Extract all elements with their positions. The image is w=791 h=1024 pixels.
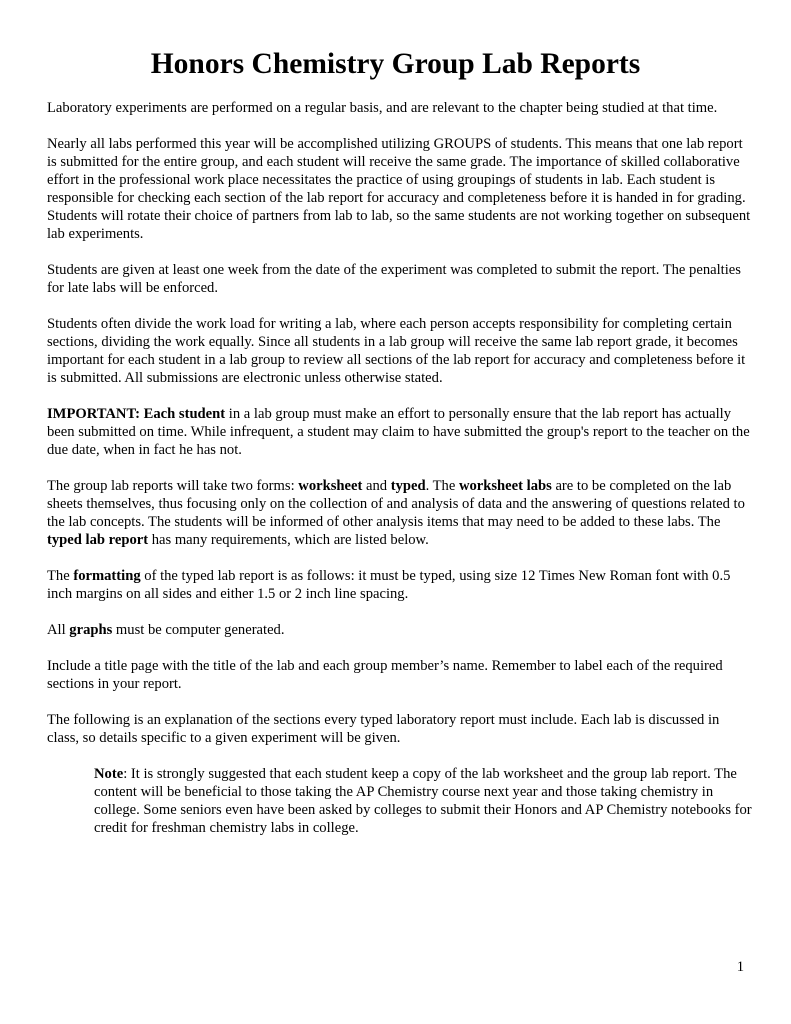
paragraph-important xyxy=(47,405,752,459)
graphs-bold: graphs xyxy=(69,622,113,638)
forms-text-1: The group lab reports will take two forms: xyxy=(47,478,299,494)
document-body xyxy=(47,99,752,855)
paragraph-intro: Laboratory experiments are performed on a regular basis, and are relevant to the chapter being studied at that time. xyxy=(47,100,718,116)
formatting-bold: formatting xyxy=(73,568,141,584)
page-title: Honors Chemistry Group Lab Reports xyxy=(150,48,641,80)
forms-bold-typed: typed xyxy=(390,478,426,494)
forms-text-3: . The xyxy=(425,478,459,494)
paragraph-title-page: Include a title page with the title of the lab and each group member’s name. Remember to label each of the required sections in your report. xyxy=(47,658,723,692)
paragraph-workload: Students often divide the work load for writing a lab, where each person accepts responsibility for completing certain sections, dividing the work equally. Since all students in a lab group will receive the same lab report grade, it becomes important for each student in a lab group to review all sections of the lab report for accuracy and completeness before it is submitted. All submissions are electronic unless otherwise stated. xyxy=(47,316,746,386)
paragraph-groups: Nearly all labs performed this year will be accomplished utilizing GROUPS of students. This means that one lab report is submitted for the entire group, and each student will receive the same grade. The importance of skilled collaborative effort in the professional work place necessitates the practice of using groupings of students in lab. Each student is responsible for checking each section of the lab report for accuracy and completeness before it is handed in for grading. Students will rotate their choice of partners from lab to lab, so the same students are not working together on subsequent lab experiments. xyxy=(47,136,751,242)
note-label: Note xyxy=(94,766,124,782)
forms-bold-worksheet-labs: worksheet labs xyxy=(458,478,552,494)
formatting-text-1: The xyxy=(47,568,74,584)
formatting-text-2: of the typed lab report is as follows: it must be typed, using size 12 Times New Roman font with 0.5 inch margins on all sides and either 1.5 or 2 inch line spacing. xyxy=(47,568,731,602)
paragraph-deadline: Students are given at least one week from the date of the experiment was completed to submit the report. The penalties for late labs will be enforced. xyxy=(47,262,741,296)
paragraph-forms xyxy=(47,477,752,549)
forms-text-4: are to be completed on the lab sheets themselves, thus focusing only on the collection of and analysis of data and the answering of questions related to the lab concepts. The students will be informed of other analysis items that may need to be added to these labs. The xyxy=(47,478,745,530)
forms-bold-worksheet: worksheet xyxy=(298,478,363,494)
important-text: in a lab group must make an effort to personally ensure that the lab report has actually been submitted on time. While infrequent, a student may claim to have submitted the group's report to the teacher on the due date, when in fact he has not. xyxy=(47,406,750,458)
paragraph-formatting xyxy=(47,567,752,603)
graphs-text-1: All xyxy=(47,622,70,638)
important-label: IMPORTANT: Each student xyxy=(47,406,226,422)
paragraph-sections: The following is an explanation of the sections every typed laboratory report must include. Each lab is discussed in class, so details specific to a given experiment will be given. xyxy=(47,712,720,746)
graphs-text-2: must be computer generated. xyxy=(112,622,285,638)
page-number: 1 xyxy=(736,959,744,975)
forms-bold-typed-lab-report: typed lab report xyxy=(47,532,149,548)
paragraph-note xyxy=(94,765,752,837)
paragraph-graphs xyxy=(47,621,752,639)
forms-text-5: has many requirements, which are listed below. xyxy=(148,532,429,548)
note-text: : It is strongly suggested that each student keep a copy of the lab worksheet and the group lab report. The content will be beneficial to those taking the AP Chemistry course next year and those taking chemistry in college. Some seniors even have been asked by colleges to submit their Honors and AP Chemistry notebooks for credit for freshman chemistry labs in college. xyxy=(94,766,752,836)
forms-text-2: and xyxy=(362,478,391,494)
